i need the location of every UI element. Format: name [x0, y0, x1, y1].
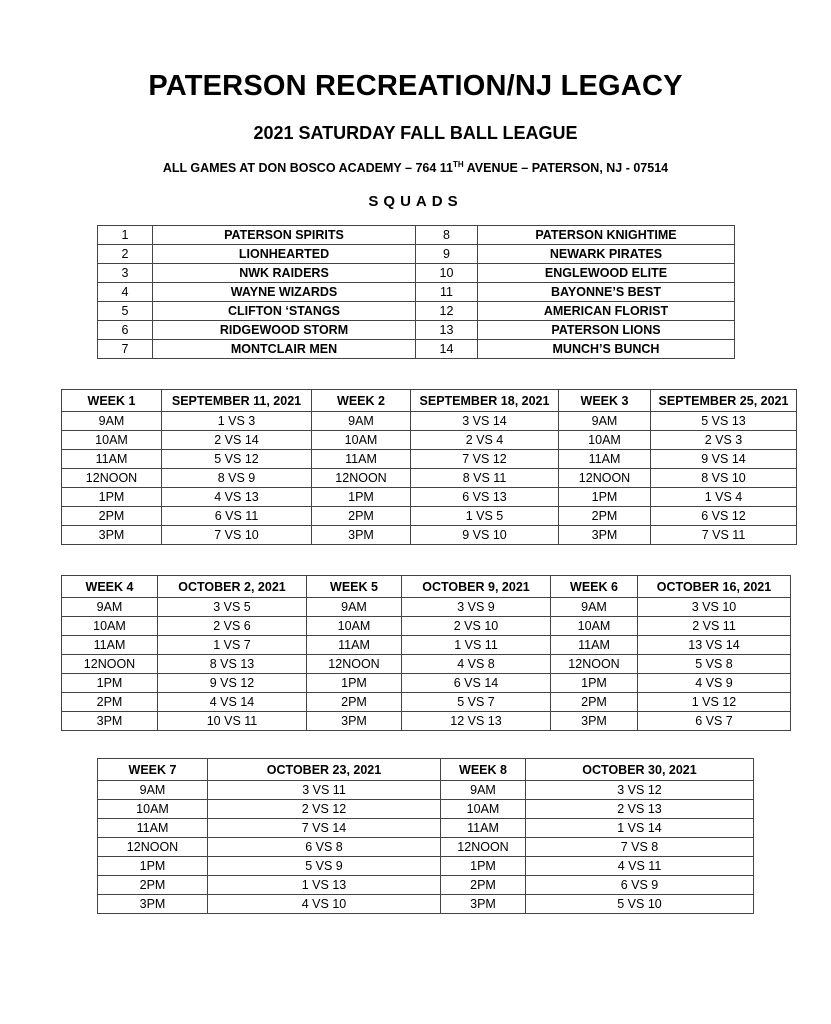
matchup: 6 VS 11 [162, 507, 312, 526]
week-header: WEEK 3 [559, 390, 651, 412]
schedule-row [98, 895, 754, 914]
game-time: 12NOON [98, 838, 208, 857]
game-time: 2PM [551, 693, 638, 712]
game-time: 10AM [559, 431, 651, 450]
game-time: 3PM [312, 526, 411, 545]
matchup: 3 VS 10 [638, 598, 791, 617]
squad-number: 5 [98, 302, 153, 321]
game-time: 12NOON [441, 838, 526, 857]
squad-row [98, 226, 735, 245]
game-time: 1PM [551, 674, 638, 693]
game-time: 10AM [551, 617, 638, 636]
game-time: 9AM [62, 598, 158, 617]
schedule-table-weeks-7-8 [97, 758, 754, 914]
game-time: 11AM [62, 450, 162, 469]
matchup: 4 VS 11 [526, 857, 754, 876]
squad-name: MONTCLAIR MEN [153, 340, 416, 359]
week-header: WEEK 2 [312, 390, 411, 412]
matchup: 6 VS 7 [638, 712, 791, 731]
squad-row [98, 302, 735, 321]
week-header: WEEK 6 [551, 576, 638, 598]
game-time: 2PM [307, 693, 402, 712]
schedule-row [62, 450, 797, 469]
squad-name: CLIFTON ‘STANGS [153, 302, 416, 321]
game-time: 12NOON [559, 469, 651, 488]
schedule-row [62, 674, 791, 693]
game-time: 3PM [559, 526, 651, 545]
matchup: 1 VS 11 [402, 636, 551, 655]
squad-number: 9 [416, 245, 478, 264]
matchup: 8 VS 11 [411, 469, 559, 488]
schedule-row [62, 617, 791, 636]
matchup: 7 VS 10 [162, 526, 312, 545]
matchup: 3 VS 11 [208, 781, 441, 800]
game-time: 1PM [62, 488, 162, 507]
squad-name: MUNCH’S BUNCH [478, 340, 735, 359]
matchup: 8 VS 10 [651, 469, 797, 488]
schedule-header-row [62, 390, 797, 412]
game-time: 11AM [62, 636, 158, 655]
matchup: 6 VS 13 [411, 488, 559, 507]
matchup: 4 VS 14 [158, 693, 307, 712]
schedule-table-weeks-4-6 [61, 575, 791, 731]
game-time: 9AM [441, 781, 526, 800]
matchup: 5 VS 13 [651, 412, 797, 431]
schedule-row [62, 412, 797, 431]
matchup: 6 VS 12 [651, 507, 797, 526]
squad-name: PATERSON LIONS [478, 321, 735, 340]
squad-number: 14 [416, 340, 478, 359]
date-header: OCTOBER 30, 2021 [526, 759, 754, 781]
squad-number: 13 [416, 321, 478, 340]
week-header: WEEK 7 [98, 759, 208, 781]
game-time: 11AM [307, 636, 402, 655]
matchup: 2 VS 6 [158, 617, 307, 636]
matchup: 9 VS 14 [651, 450, 797, 469]
game-time: 1PM [307, 674, 402, 693]
venue-text: ALL GAMES AT DON BOSCO ACADEMY – 764 11 [162, 161, 453, 175]
matchup: 5 VS 12 [162, 450, 312, 469]
game-time: 9AM [312, 412, 411, 431]
schedule-row [62, 507, 797, 526]
week-header: WEEK 8 [441, 759, 526, 781]
schedule-row [98, 781, 754, 800]
squad-name: BAYONNE’S BEST [478, 283, 735, 302]
schedule-row [62, 469, 797, 488]
matchup: 4 VS 9 [638, 674, 791, 693]
squads-table [97, 225, 735, 359]
game-time: 11AM [551, 636, 638, 655]
league-subtitle: 2021 SATURDAY FALL BALL LEAGUE [253, 123, 578, 143]
matchup: 6 VS 8 [208, 838, 441, 857]
date-header: OCTOBER 23, 2021 [208, 759, 441, 781]
squad-number: 10 [416, 264, 478, 283]
squad-number: 12 [416, 302, 478, 321]
game-time: 1PM [98, 857, 208, 876]
matchup: 5 VS 10 [526, 895, 754, 914]
game-time: 2PM [559, 507, 651, 526]
squad-name: PATERSON KNIGHTIME [478, 226, 735, 245]
week-header: WEEK 5 [307, 576, 402, 598]
matchup: 8 VS 13 [158, 655, 307, 674]
squad-number: 7 [98, 340, 153, 359]
squad-number: 3 [98, 264, 153, 283]
matchup: 2 VS 14 [162, 431, 312, 450]
game-time: 2PM [312, 507, 411, 526]
matchup: 5 VS 9 [208, 857, 441, 876]
squad-row [98, 340, 735, 359]
game-time: 9AM [559, 412, 651, 431]
schedule-row [62, 655, 791, 674]
game-time: 10AM [312, 431, 411, 450]
game-time: 11AM [98, 819, 208, 838]
squad-row [98, 283, 735, 302]
schedule-row [98, 838, 754, 857]
game-time: 9AM [307, 598, 402, 617]
squad-number: 11 [416, 283, 478, 302]
game-time: 3PM [551, 712, 638, 731]
matchup: 1 VS 7 [158, 636, 307, 655]
game-time: 9AM [551, 598, 638, 617]
schedule-row [98, 800, 754, 819]
squad-name: NEWARK PIRATES [478, 245, 735, 264]
matchup: 7 VS 8 [526, 838, 754, 857]
matchup: 10 VS 11 [158, 712, 307, 731]
game-time: 2PM [98, 876, 208, 895]
squad-name: WAYNE WIZARDS [153, 283, 416, 302]
date-header: OCTOBER 16, 2021 [638, 576, 791, 598]
venue-line [0, 158, 831, 178]
date-header: SEPTEMBER 25, 2021 [651, 390, 797, 412]
matchup: 3 VS 14 [411, 412, 559, 431]
game-time: 10AM [62, 431, 162, 450]
game-time: 12NOON [551, 655, 638, 674]
schedule-header-row [62, 576, 791, 598]
matchup: 9 VS 12 [158, 674, 307, 693]
matchup: 5 VS 8 [638, 655, 791, 674]
matchup: 1 VS 3 [162, 412, 312, 431]
game-time: 10AM [98, 800, 208, 819]
squad-name: LIONHEARTED [153, 245, 416, 264]
game-time: 9AM [98, 781, 208, 800]
game-time: 10AM [441, 800, 526, 819]
matchup: 8 VS 9 [162, 469, 312, 488]
squad-name: AMERICAN FLORIST [478, 302, 735, 321]
matchup: 6 VS 9 [526, 876, 754, 895]
matchup: 2 VS 4 [411, 431, 559, 450]
matchup: 2 VS 10 [402, 617, 551, 636]
matchup: 2 VS 13 [526, 800, 754, 819]
schedule-row [62, 488, 797, 507]
game-time: 3PM [98, 895, 208, 914]
schedule-row [98, 876, 754, 895]
matchup: 3 VS 5 [158, 598, 307, 617]
matchup: 7 VS 14 [208, 819, 441, 838]
game-time: 12NOON [62, 655, 158, 674]
matchup: 7 VS 11 [651, 526, 797, 545]
matchup: 2 VS 12 [208, 800, 441, 819]
date-header: OCTOBER 9, 2021 [402, 576, 551, 598]
game-time: 1PM [559, 488, 651, 507]
game-time: 2PM [62, 693, 158, 712]
date-header: SEPTEMBER 11, 2021 [162, 390, 312, 412]
date-header: SEPTEMBER 18, 2021 [411, 390, 559, 412]
game-time: 3PM [62, 526, 162, 545]
squad-row [98, 245, 735, 264]
squad-name: RIDGEWOOD STORM [153, 321, 416, 340]
week-header: WEEK 4 [62, 576, 158, 598]
matchup: 7 VS 12 [411, 450, 559, 469]
schedule-row [62, 598, 791, 617]
matchup: 2 VS 11 [638, 617, 791, 636]
schedule-row [62, 712, 791, 731]
squads-heading: SQUADS [368, 193, 463, 210]
matchup: 9 VS 10 [411, 526, 559, 545]
matchup: 6 VS 14 [402, 674, 551, 693]
matchup: 1 VS 4 [651, 488, 797, 507]
game-time: 3PM [62, 712, 158, 731]
game-time: 12NOON [62, 469, 162, 488]
schedule-row [98, 857, 754, 876]
squad-number: 6 [98, 321, 153, 340]
game-time: 2PM [62, 507, 162, 526]
squad-number: 8 [416, 226, 478, 245]
game-time: 2PM [441, 876, 526, 895]
date-header: OCTOBER 2, 2021 [158, 576, 307, 598]
matchup: 1 VS 12 [638, 693, 791, 712]
game-time: 11AM [559, 450, 651, 469]
matchup: 2 VS 3 [651, 431, 797, 450]
game-time: 1PM [441, 857, 526, 876]
matchup: 5 VS 7 [402, 693, 551, 712]
game-time: 3PM [307, 712, 402, 731]
squad-number: 1 [98, 226, 153, 245]
page-title: PATERSON RECREATION/NJ LEGACY [148, 70, 683, 102]
matchup: 3 VS 9 [402, 598, 551, 617]
venue-superscript: TH [452, 159, 464, 169]
game-time: 9AM [62, 412, 162, 431]
matchup: 12 VS 13 [402, 712, 551, 731]
game-time: 12NOON [307, 655, 402, 674]
game-time: 10AM [307, 617, 402, 636]
game-time: 11AM [312, 450, 411, 469]
matchup: 1 VS 14 [526, 819, 754, 838]
squad-row [98, 264, 735, 283]
squad-name: NWK RAIDERS [153, 264, 416, 283]
schedule-row [62, 526, 797, 545]
week-header: WEEK 1 [62, 390, 162, 412]
matchup: 3 VS 12 [526, 781, 754, 800]
squad-number: 4 [98, 283, 153, 302]
game-time: 3PM [441, 895, 526, 914]
game-time: 1PM [312, 488, 411, 507]
schedule-header-row [98, 759, 754, 781]
schedule-row [62, 636, 791, 655]
game-time: 11AM [441, 819, 526, 838]
schedule-row [62, 693, 791, 712]
squad-row [98, 321, 735, 340]
squad-number: 2 [98, 245, 153, 264]
squad-name: PATERSON SPIRITS [153, 226, 416, 245]
squad-name: ENGLEWOOD ELITE [478, 264, 735, 283]
game-time: 12NOON [312, 469, 411, 488]
matchup: 4 VS 10 [208, 895, 441, 914]
matchup: 4 VS 13 [162, 488, 312, 507]
matchup: 13 VS 14 [638, 636, 791, 655]
game-time: 10AM [62, 617, 158, 636]
schedule-table-weeks-1-3 [61, 389, 797, 545]
schedule-row [62, 431, 797, 450]
venue-text-rest: AVENUE – PATERSON, NJ - 07514 [463, 161, 669, 175]
matchup: 1 VS 13 [208, 876, 441, 895]
matchup: 1 VS 5 [411, 507, 559, 526]
matchup: 4 VS 8 [402, 655, 551, 674]
schedule-row [98, 819, 754, 838]
game-time: 1PM [62, 674, 158, 693]
